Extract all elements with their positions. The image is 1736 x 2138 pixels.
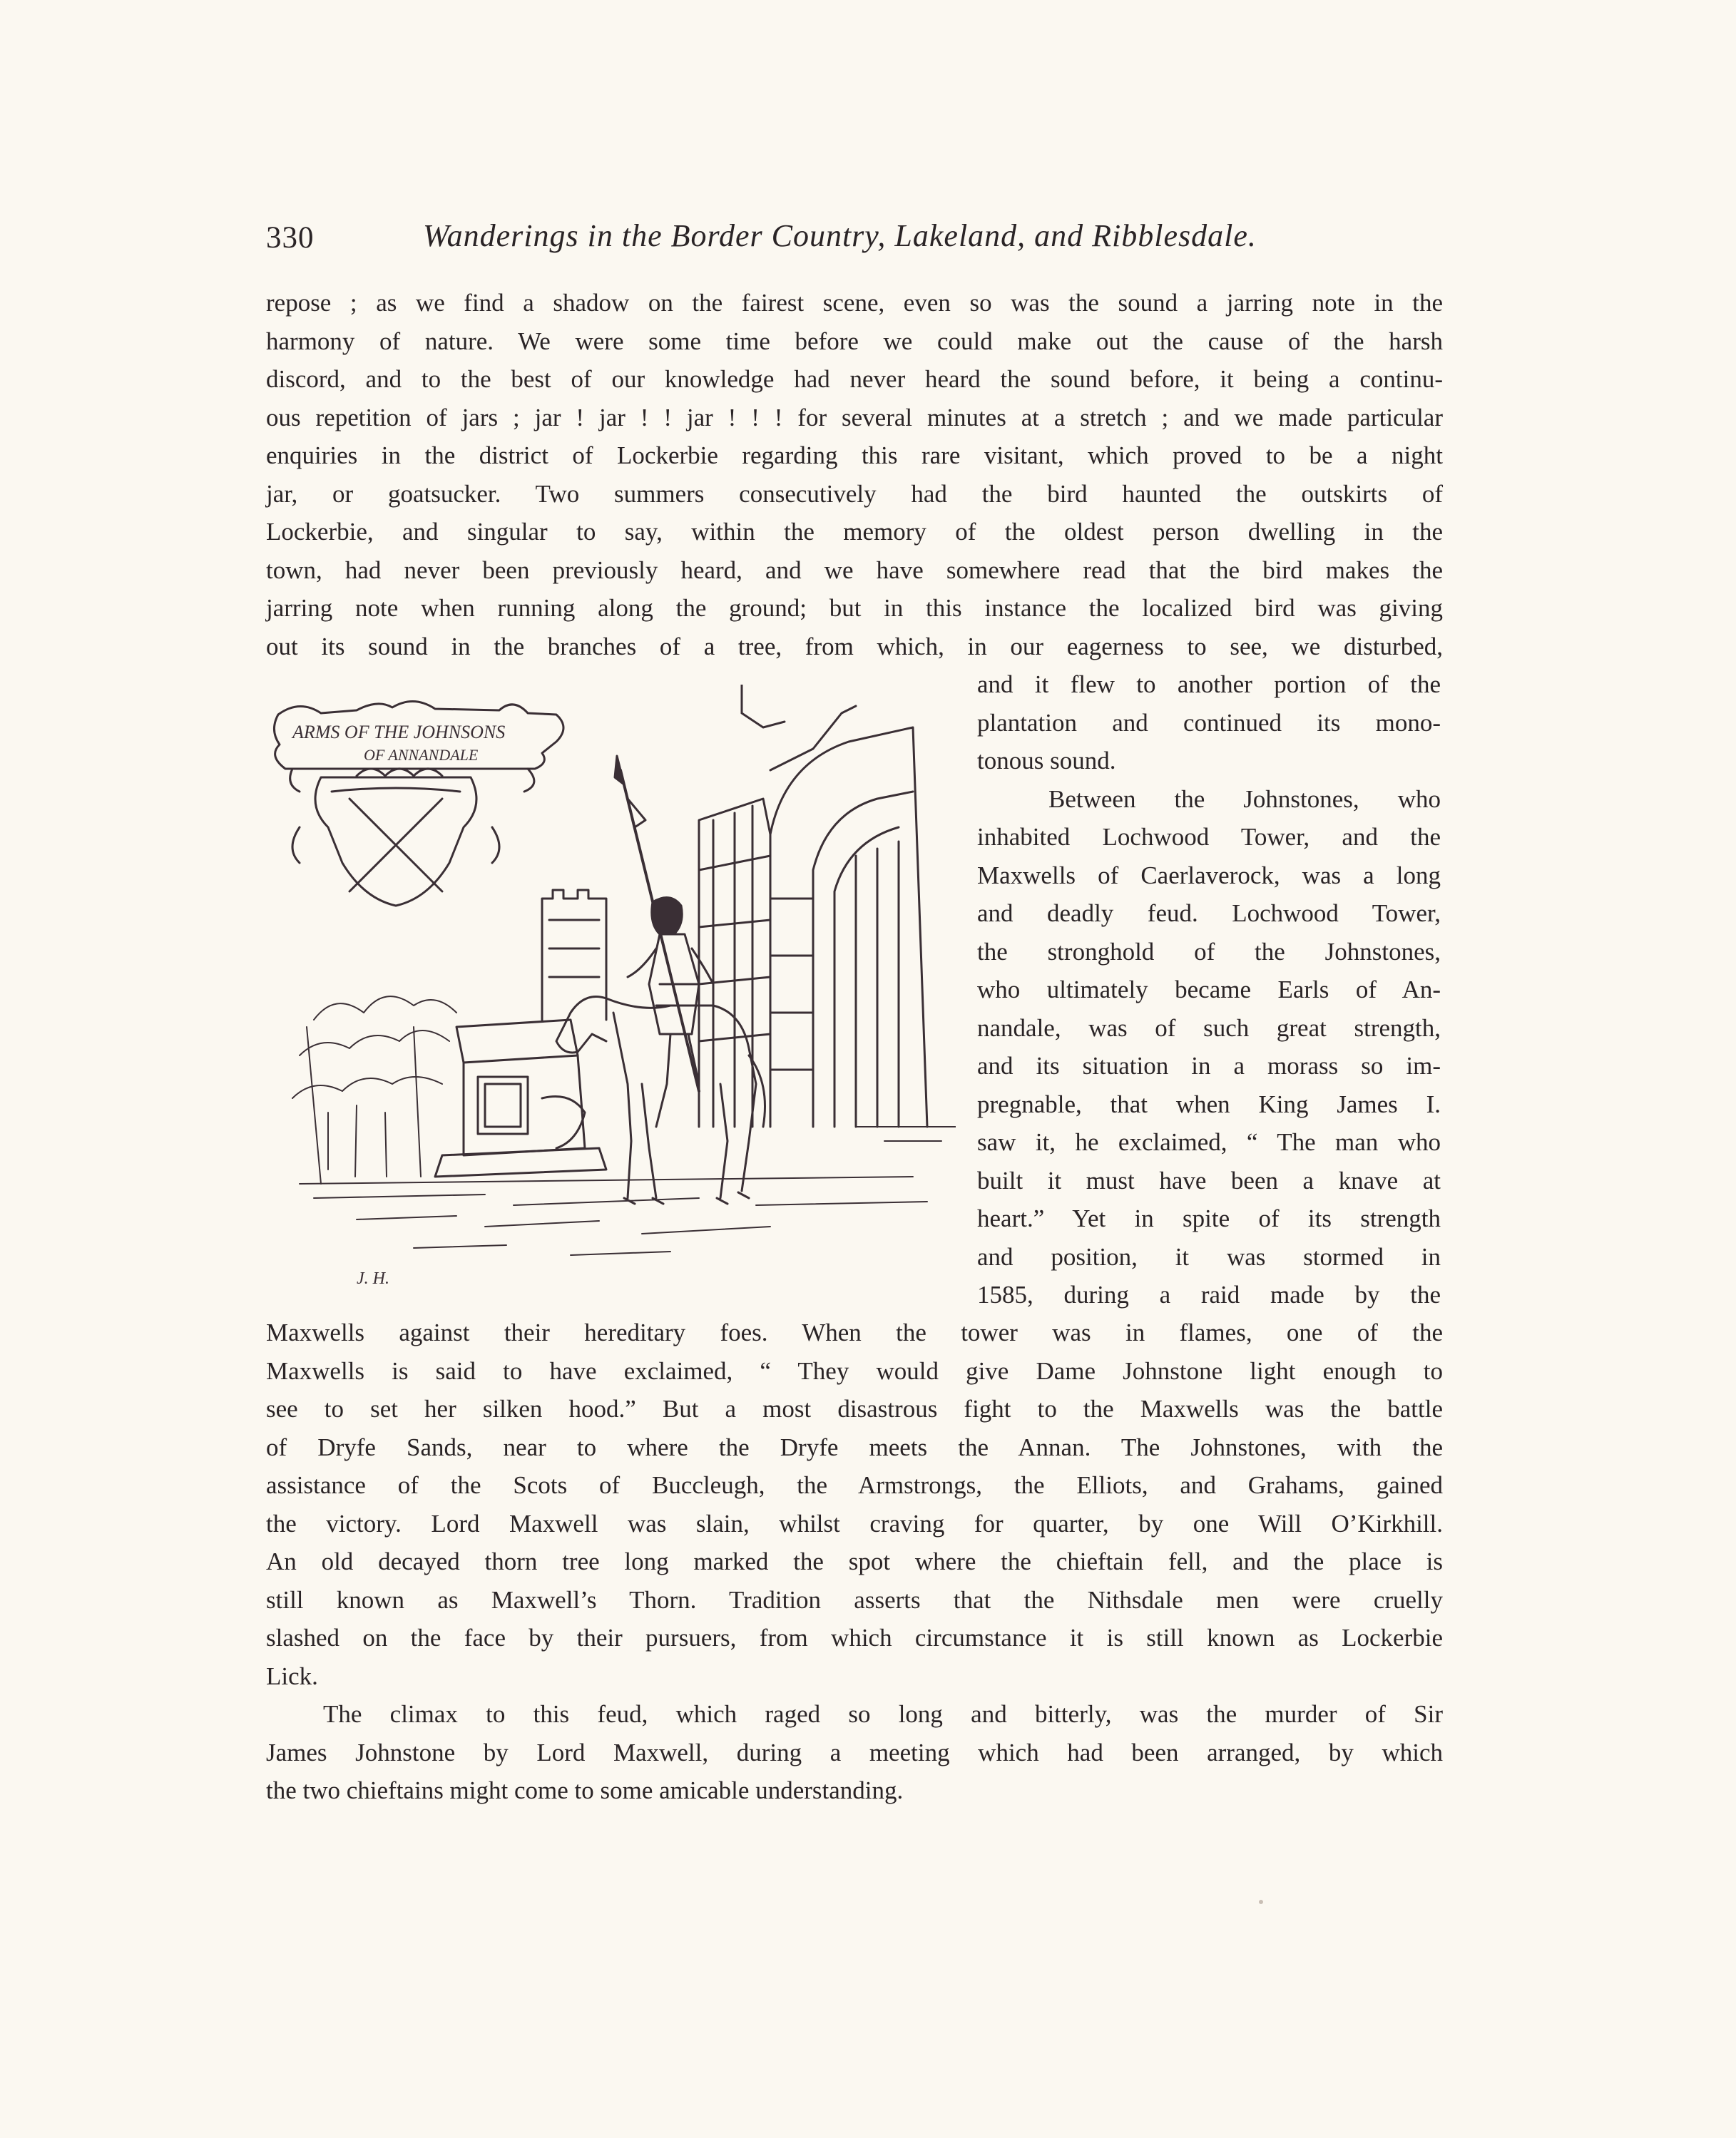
text-line: Between the Johnstones, who <box>1048 784 1441 813</box>
text-line: and deadly feud. Lochwood Tower, <box>977 899 1441 927</box>
knight-illustration <box>271 685 956 1298</box>
text-line: jar, or goatsucker. Two summers consecutively had the bird haunted the outskirts of <box>266 479 1443 508</box>
text-line: nandale, was of such great strength, <box>977 1013 1441 1042</box>
text-line: see to set her silken hood.” But a most disastrous fight to the Maxwells was the battle <box>266 1395 1443 1423</box>
lance-tip <box>615 756 624 784</box>
side-column-text <box>977 665 1441 1314</box>
text-line: Lockerbie, and singular to say, within the memory of the oldest person dwelling in the <box>266 518 1443 546</box>
bottom-paragraph <box>266 1314 1443 1810</box>
text-line: built it must have been a knave at <box>977 1166 1441 1195</box>
text-line: who ultimately became Earls of An- <box>977 976 1441 1003</box>
text-line: and it flew to another portion of the <box>977 670 1441 698</box>
text-line: heart.” Yet in spite of its strength <box>977 1204 1441 1232</box>
text-line: the stronghold of the Johnstones, <box>977 937 1441 966</box>
foliage <box>292 996 456 1184</box>
artist-signature: J. H. <box>357 1269 389 1288</box>
text-line: Maxwells against their hereditary foes. When the tower was in flames, one of the <box>266 1319 1443 1346</box>
text-line: Lick. <box>266 1662 318 1690</box>
text-line: tonous sound. <box>977 747 1116 774</box>
text-line: out its sound in the branches of a tree, from which, in our eagerness to see, we disturbed, <box>266 632 1443 660</box>
text-line: jarring note when running along the ground; but in this instance the localized bird was giving <box>266 594 1443 622</box>
page-number: 330 <box>266 221 315 255</box>
text-line: An old decayed thorn tree long marked the spot where the chieftain fell, and the place is <box>266 1548 1443 1575</box>
text-line: ous repetition of jars ; jar ! jar ! ! jar ! ! ! for several minutes at a stretch ; and we made particular <box>266 403 1443 431</box>
stone-pedestal <box>435 1020 606 1177</box>
text-line: repose ; as we find a shadow on the fairest scene, even so was the sound a jarring note in the <box>266 289 1443 317</box>
knight-engraving <box>271 685 956 1298</box>
text-line: The climax to this feud, which raged so long and bitterly, was the murder of Sir <box>323 1700 1443 1728</box>
text-line: discord, and to the best of our knowledge had never heard the sound before, it being a continu- <box>266 365 1443 393</box>
text-line: saw it, he exclaimed, “ The man who <box>977 1128 1441 1156</box>
text-line: and its situation in a morass so im- <box>977 1052 1441 1080</box>
text-line: and position, it was stormed in <box>977 1242 1441 1271</box>
text-line: inhabited Lochwood Tower, and the <box>977 823 1441 851</box>
text-line: town, had never been previously heard, and we have somewhere read that the bird makes the <box>266 556 1443 584</box>
text-line: of Dryfe Sands, near to where the Dryfe meets the Annan. The Johnstones, with the <box>266 1433 1443 1461</box>
text-line: pregnable, that when King James I. <box>977 1090 1441 1118</box>
archway-ruins <box>699 685 927 1127</box>
text-line: the two chieftains might come to some amicable understanding. <box>266 1776 904 1804</box>
text-line: 1585, during a raid made by the <box>977 1281 1441 1309</box>
text-line: slashed on the face by their pursuers, from which circumstance it is still known as Lockerbie <box>266 1624 1443 1652</box>
background-tower <box>542 890 606 1020</box>
text-line: the victory. Lord Maxwell was slain, whilst craving for quarter, by one Will O’Kirkhill. <box>266 1509 1443 1538</box>
text-line: James Johnstone by Lord Maxwell, during a meeting which had been arranged, by which <box>266 1738 1443 1766</box>
paper-speck <box>1259 1900 1263 1904</box>
text-line: still known as Maxwell’s Thorn. Tradition asserts that the Nithsdale men were cruelly <box>266 1585 1443 1614</box>
running-title: Wanderings in the Border Country, Lakeland, and Ribblesdale. <box>423 218 1257 253</box>
text-line: harmony of nature. We were some time before we could make out the cause of the harsh <box>266 327 1443 355</box>
page-header <box>266 218 1443 267</box>
text-line: assistance of the Scots of Buccleugh, the Armstrongs, the Elliots, and Grahams, gained <box>266 1471 1443 1499</box>
banner-text-1: ARMS OF THE JOHNSONS <box>292 722 506 742</box>
text-line: plantation and continued its mono- <box>977 708 1441 737</box>
text-line: Maxwells of Caerlaverock, was a long <box>977 861 1441 889</box>
text-line: enquiries in the district of Lockerbie regarding this rare visitant, which proved to be a night <box>266 441 1443 469</box>
banner-text-2: OF ANNANDALE <box>364 746 479 764</box>
text-line: Maxwells is said to have exclaimed, “ They would give Dame Johnstone light enough to <box>266 1356 1443 1385</box>
top-paragraph <box>266 284 1443 665</box>
